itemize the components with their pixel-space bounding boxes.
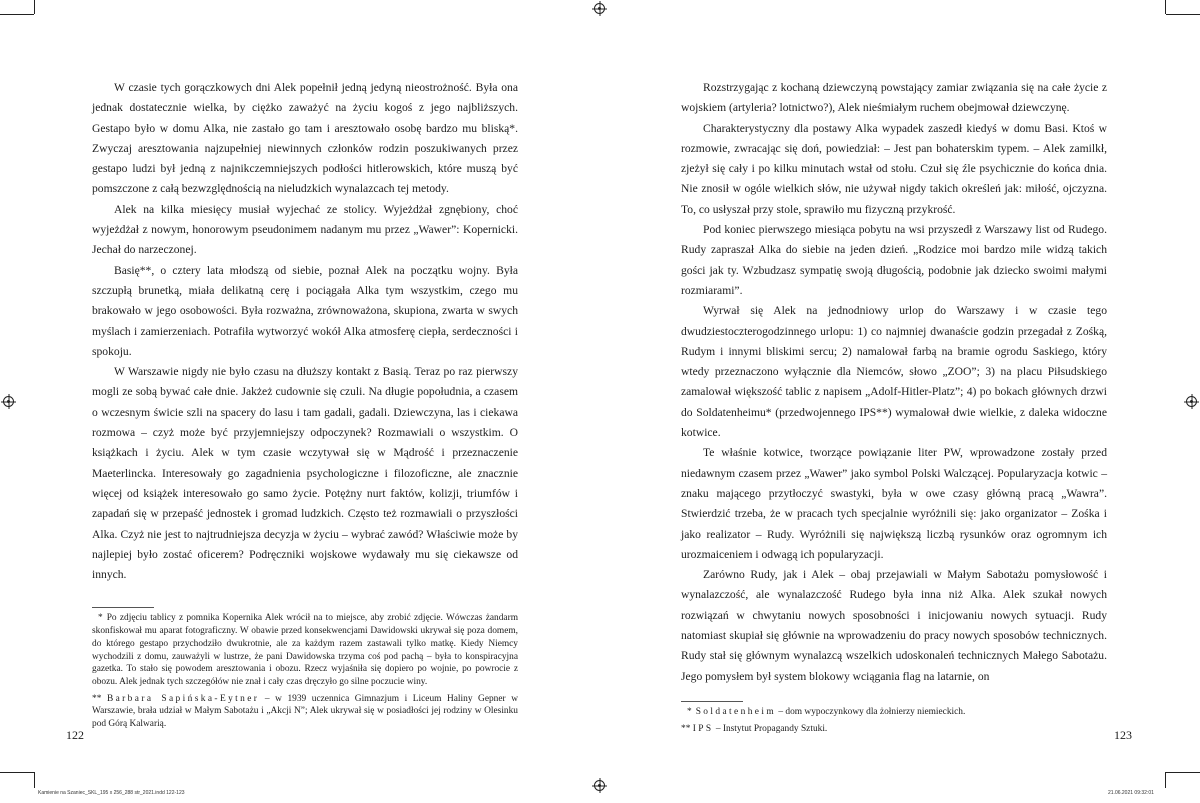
left-page [92, 78, 518, 735]
paragraph [681, 78, 1107, 119]
paragraph [681, 565, 1107, 687]
print-slug-file: Kamienie na Szaniec_SKL_195 x 256_288 str_2021.indd 122-123 [38, 790, 185, 796]
paragraph-text: Basię**, o cztery lata młodszą od siebie, poznał Alek na początku wojny. Była szczupłą brunetką, miała delikatną cerę i pociągała Alka tym wszystkim, czego mu brakowało w jego osobowości. Była rozważna, zrównoważona, skupiona, zwarta w swych myślach i zamierzeniach. Potrafiła wytworzyć wokół Alka atmosferę ciepła, serdeczności i spokoju. [92, 263, 518, 358]
right-page-body [681, 78, 1107, 687]
footnote-mark: ** [92, 693, 102, 704]
footnote-mark: ** [681, 723, 691, 734]
registration-mark-icon [594, 780, 605, 791]
page-number: 123 [1114, 728, 1132, 742]
crop-mark [0, 14, 34, 15]
crop-mark [1166, 14, 1200, 15]
footnote-text: Po zdjęciu tablicy z pomnika Kopernika Alek wrócił na to miejsce, aby zrobić zdjęcie. Wówczas żandarm skonfiskował mu aparat fotograficzny. W obawie przed konsekwencjami Dawidowski ukrywał się poza domem, do którego gestapo przychodziło dwukrotnie, ale za każdym razem zastawali tylko matkę. Kiedy Niemcy wychodzili z domu, zauważyli w lustrze, że pani Dawidowska trzyma coś pod pachą – była to konspiracyjna gazetka. To stało się powodem aresztowania i obozu. Rzecz wyjaśniła się dopiero po wojnie, po powrocie z obozu. Alek jednak tych szczegółów nie znał i cały czas dręczyło go silne poczucie winy. [92, 613, 518, 687]
left-page-footnotes [92, 612, 518, 730]
paragraph [681, 443, 1107, 565]
paragraph-text: Zarówno Rudy, jak i Alek – obaj przejawiali w Małym Sabotażu pomysłowość i wynalazczość, ale wynalazczość Rudego była inna niż Alka. Alek szukał nowych rozwiązań w chwytaniu nowych sposobności i inicjowaniu nowych sytuacji. Rudy natomiast skupiał się głównie na wprowadzeniu do pracy nowych sposobów technicznych. Rudy stał się głównym wynalazcą wszelkich udoskonaleń technicznych Małego Sabotażu. Jego pomysłem był system blokowy wciągania flag na latarnie, on [681, 568, 1107, 683]
paragraph-text: Rozstrzygając z kochaną dziewczyną powstający zamiar związania się na całe życie z wojskiem (artyleria? lotnictwo?), Alek nieśmiałym ruchem obejmował dziewczynę. [681, 81, 1107, 115]
registration-mark-icon [594, 3, 605, 14]
crop-mark [1166, 772, 1200, 773]
paragraph-text: Charakterystyczny dla postawy Alka wypadek zaszedł kiedyś w domu Basi. Ktoś w rozmowie, zwracając się doń, powiedział: – Jest pan bohaterskim typem. – Alek zamilkł, zjeżył się cały i po kilku minutach wstał od stołu. Czuł się źle psychicznie do końca dnia. Nie znosił w ogóle wielkich słów, nie używał nigdy takich określeń jak: miłość, ojczyzna. To, co usłyszał przy stole, sprawiło mu fizyczną przykrość. [681, 121, 1107, 216]
footnote-text: – Instytut Propagandy Sztuki. [713, 723, 828, 734]
paragraph-text: W czasie tych gorączkowych dni Alek popełnił jedną jedyną nieostrożność. Była ona jednak dostatecznie wielka, by ciężko zaważyć na życiu kogoś z jego najbliższych. Gestapo było w domu Alka, nie zastało go tam i aresztowało osobę bardzo mu bliską*. Zwyczaj aresztowania najzupełniej niewinnych członków rodzin poszukiwanych przez gestapo ludzi był jedną z najnikczemniejszych podłości hitlerowskich, które muszą być pomszczone z całą bezwzględnością na nieludzkich wynalazcach tej metody. [92, 81, 518, 196]
crop-mark [0, 772, 34, 773]
crop-mark [34, 0, 35, 14]
paragraph [92, 261, 518, 362]
footnote-lead: Soldatenheim [695, 706, 777, 717]
footnote-lead: Barbara Sapińska-Eytner [106, 693, 260, 704]
footnote-text: – dom wypoczynkowy dla żołnierzy niemieckich. [776, 706, 966, 717]
footnote-rule [681, 701, 743, 702]
right-page-footnotes [681, 706, 1107, 735]
paragraph-text: Wyrwał się Alek na jednodniowy urlop do Warszawy i w czasie tego dwudziestoczterogodzinnego urlopu: 1) co najmniej dwanaście godzin przegadał z Zośką, Rudym i innymi bliskimi sercu; 2) namalował farbą na bramie ogrodu Saskiego, który wtedy przeznaczono wyłącznie dla Niemców, słowo „ZOO”; 3) na placu Piłsudskiego zamalował większość tablic z napisem „Adolf-Hitler-Platz”; 4) po bokach głównych drzwi do Soldatenheimu* (przedwojennego IPS**) wymalował dwie wielkie, z daleka widoczne kotwice. [681, 304, 1107, 440]
crop-mark [1165, 0, 1166, 14]
registration-mark-icon [3, 396, 14, 407]
paragraph-text: Alek na kilka miesięcy musiał wyjechać ze stolicy. Wyjeżdżał zgnębiony, choć wyjeżdżał z nowym, honorowym pseudonimem nadanym mu przez „Wawer”: Kopernicki. Jechał do narzeczonej. [92, 202, 518, 257]
footnote [92, 693, 518, 731]
footnote-mark: * [687, 706, 692, 717]
page-number: 122 [66, 728, 84, 742]
footnote-text: – w 1939 uczennica Gimnazjum i Liceum Haliny Gepner w Warszawie, brała udział w Małym Sabotażu i „Akcji N”; Alek ukrywał się w posiadłości jej rodziny w Olesinku pod Górą Kalwarią. [92, 693, 518, 730]
paragraph-text: W Warszawie nigdy nie było czasu na dłuższy kontakt z Basią. Teraz po raz pierwszy mogli ze sobą bywać całe dnie. Jakżeż cudownie się czuli. Na długie popołudnia, a czasem o wczesnym świcie szli na spacery do lasu i tam gadali, gadali. Dziewczyna, las i ciekawa rozmowa – czyż może być przyjemniejszy odpoczynek? Rozmawiali o wszystkim. O książkach i życiu. Alek w tym czasie wczytywał się w Mądrość i przeznaczenie Maeterlincka. Interesowały go zagadnienia psychologiczne i filozoficzne, ale znacznie więcej od książek interesowało go samo życie. Potężny nurt faktów, kolizji, triumfów i zapadań się w przepaść jednostek i gromad ludzkich. Często też rozmawiali o przyszłości Alka. Czyż nie jest to najtrudniejsza decyzja w życiu – wybrać zawód? Właściwie może by najlepiej było zostać oficerem? Podręczniki wojskowe wydawały mu się ciekawsze od innych. [92, 365, 518, 582]
right-page [681, 78, 1107, 739]
paragraph [92, 362, 518, 585]
left-page-body [92, 78, 518, 585]
paragraph [681, 119, 1107, 220]
registration-mark-icon [1186, 396, 1197, 407]
footnote [681, 723, 1107, 736]
paragraph-text: Te właśnie kotwice, tworzące powiązanie liter PW, wprowadzone zostały przed niedawnym czasem przez „Wawer” jako symbol Polski Walczącej. Popularyzacja kotwic – znaku mającego przytłoczyć swastyki, była w owe czasy główną pracą „Wawra”. Stwierdzić trzeba, że w pracach tych specjalnie wyróżnili się: jako organizator – Zośka i jako realizator – Rudy. Wyróżnili się największą liczbą rysunków oraz ogromnym ich urozmaiceniem i odwagą ich popularyzacji. [681, 446, 1107, 561]
paragraph [92, 78, 518, 200]
footnote [681, 706, 1107, 719]
crop-mark [34, 772, 35, 788]
paragraph [92, 200, 518, 261]
footnote-rule [92, 607, 154, 608]
footnote-mark: * [98, 613, 103, 624]
crop-mark [1165, 772, 1166, 788]
paragraph [681, 220, 1107, 301]
paragraph-text: Pod koniec pierwszego miesiąca pobytu na wsi przyszedł z Warszawy list od Rudego. Rudy zapraszał Alka do siebie na jeden dzień. „Rodzice moi bardzo mile widzą takich gości jak ty. Wzbudzasz sympatię swoją długością, podobnie jak dziecko swoimi małymi rozmiarami”. [681, 223, 1107, 297]
paragraph [681, 301, 1107, 443]
footnote-lead: IPS [692, 723, 714, 734]
footnote [92, 612, 518, 688]
print-slug-date: 21.06.2021 09:32:01 [1108, 790, 1154, 796]
